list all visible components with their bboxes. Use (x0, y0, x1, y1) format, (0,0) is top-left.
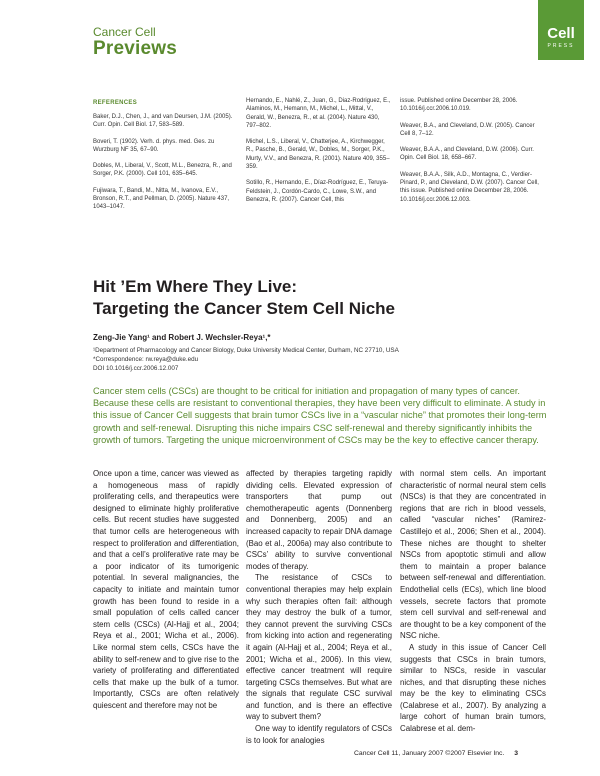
body-paragraph: The resistance of CSCs to conventional therapies may help explain why such therapies often fail: although they may destroy the bulk of a tumor, they cannot prevent the surviving CSCs from kicking into action and regenerating it again (Al-Hajj et al., 2004; Reya et al., 2001; Wicha et al., 2006). In this view, effective cancer treatment will require targeting CSCs themselves. But what are the signals that regulate CSC survival and function, and is there an effective way to subvert them? (246, 573, 392, 722)
logo-subtext: PRESS (547, 43, 575, 49)
references-column-1 (93, 113, 238, 220)
doi: DOI 10.1016/j.ccr.2006.12.007 (93, 365, 179, 372)
journal-name: Cancer Cell (93, 25, 156, 39)
affiliation: ¹Department of Pharmacology and Cancer Biology, Duke University Medical Center, Durham, NC 27710, USA (93, 347, 399, 354)
logo-wordmark: Cell (547, 25, 575, 42)
article-title (93, 276, 395, 320)
body-paragraph: affected by therapies targeting rapidly dividing cells. Elevated expression of transporters that pump out chemotherapeutic agents (Donnenberg and Donnenberg, 2005) and an increased capacity to repair DNA damage (Bao et al., 2006a) may also contribute to CSCs’ ability to survive conventional modes of therapy. (246, 469, 392, 571)
body-paragraph: One way to identify regulators of CSCs is to look for analogies (246, 724, 392, 745)
reference-item: Dobles, M., Liberal, V., Scott, M.L., Benezra, R., and Sorger, P.K. (2000). Cell 101, 635–645. (93, 163, 232, 178)
footer-citation: Cancer Cell 11, January 2007 ©2007 Elsevier Inc. (354, 750, 505, 757)
reference-item: Fujiwara, T., Bandi, M., Nitta, M., Ivanova, E.V., Bronson, R.T., and Pellman, D. (2005). Nature 437, 1043–1047. (93, 187, 230, 211)
body-paragraph: with normal stem cells. An important characteristic of normal neural stem cells (NSCs) is that they are concentrated in regions that are rich in blood vessels, called “vascular niches” (Ramirez-Castillejo et al., 2006; Shen et al., 2004). These niches are thought to shelter NSCs from apoptotic stimuli and allow them to maintain a proper balance between self-renewal and differentiation. Endothelial cells (ECs), which line blood vessels, secrete factors that promote stem cell survival and self-renewal and are thought to be a key component of the NSC niche. (400, 469, 546, 641)
reference-item: Boveri, T. (1902). Verh. d. phys. med. Ges. zu Wurzburg NF 35, 67–90. (93, 138, 215, 153)
reference-item: Michel, L.S., Liberal, V., Chatterjee, A., Kirchwegger, R., Pasche, B., Gerald, W., Dobles, M., Sorger, P.K., Murty, V.V., and Benezra, R. (2001). Nature 409, 355–359. (246, 139, 390, 171)
reference-item: Weaver, B.A., and Cleveland, D.W. (2005). Cancer Cell 8, 7–12. (400, 122, 535, 137)
references-heading: REFERENCES (93, 100, 138, 106)
reference-item: Sotillo, R., Hernando, E., Díaz-Rodríguez, E., Teruya-Feldstein, J., Cordón-Cardo, C., Lowe, S.W., and Benezra, R. (2007). Cancer Cell, this (246, 180, 388, 203)
body-paragraph: Once upon a time, cancer was viewed as a homogeneous mass of rapidly proliferating cells, and therapeutics were designed to eliminate highly proliferative cells. But recent studies have suggested that tumor cells are heterogeneous with respect to proliferation and differentiation, and that a cell’s proliferative rate may be a poor indicator of its tumorigenic potential. In several malignancies, the capacity to initiate and maintain tumor growth has been found to reside in a small population of cells called cancer stem cells (CSCs) (Al-Hajj et al., 2004; Reya et al., 2001; Wicha et al., 2006). Like normal stem cells, CSCs have the ability to self-renew and to give rise to the variety of proliferating and differentiated cells that make up the bulk of a tumor. Importantly, CSCs are often relatively quiescent and therefore may not be (93, 469, 239, 710)
title-line-2: Targeting the Cancer Stem Cell Niche (93, 299, 395, 318)
abstract: Cancer stem cells (CSCs) are thought to be critical for initiation and propagation of many types of cancer. Because these cells are resistant to conventional therapies, they have been very difficult to eliminate. A study in this issue of Cancer Cell suggests that brain tumor CSCs live in a “vascular niche” that promotes their long-term growth and self-renewal. Disrupting this niche impairs CSC self-renewal and thereby significantly inhibits the growth of tumors. Targeting the unique microenvironment of CSCs may be the key to effective cancer therapy. (93, 386, 547, 445)
reference-item: Hernando, E., Nahlé, Z., Juan, G., Diaz-Rodriguez, E., Alaminos, M., Hemann, M., Michel, L., Mittal, V., Gerald, W., Benezra, R., et al. (2004). Nature 430, 797–802. (246, 98, 391, 129)
reference-item: Weaver, B.A.A., Silk, A.D., Montagna, C., Verdier-Pinard, P., and Cleveland, D.W. (2007). Cancer Cell, this issue. Published online December 28, 2006. 10.1016/j.ccr.2006.12.003. (400, 171, 539, 203)
reference-item: Baker, D.J., Chen, J., and van Deursen, J.M. (2005). Curr. Opin. Cell Biol. 17, 583–589. (93, 114, 233, 129)
authors: Zeng-Jie Yang¹ and Robert J. Wechsler-Reya¹,* (93, 333, 271, 342)
article-meta (93, 346, 399, 373)
reference-item: issue. Published online December 28, 2006. 10.1016/j.ccr.2006.10.019. (400, 98, 518, 113)
page-number: 3 (514, 750, 519, 757)
references-column-3 (400, 97, 545, 212)
page-footer (354, 750, 518, 757)
section-title: Previews (93, 38, 177, 59)
references-column-2 (246, 97, 391, 212)
correspondence: *Correspondence: rw.reya@duke.edu (93, 356, 199, 363)
title-line-1: Hit ’Em Where They Live: (93, 277, 298, 296)
cell-press-logo (538, 0, 584, 60)
body-column-2 (246, 468, 392, 746)
body-column-3 (400, 468, 546, 735)
body-paragraph: A study in this issue of Cancer Cell suggests that CSCs in brain tumors, similar to NSCs, reside in vascular niches, and that disrupting these niches may be the key to eliminating CSCs (Calabrese et al., 2007). By analyzing a large cohort of human brain tumors, Calabrese et al. dem- (400, 642, 546, 734)
reference-item: Weaver, B.A.A., and Cleveland, D.W. (2006). Curr. Opin. Cell Biol. 18, 658–667. (400, 147, 534, 162)
body-column-1 (93, 468, 239, 711)
